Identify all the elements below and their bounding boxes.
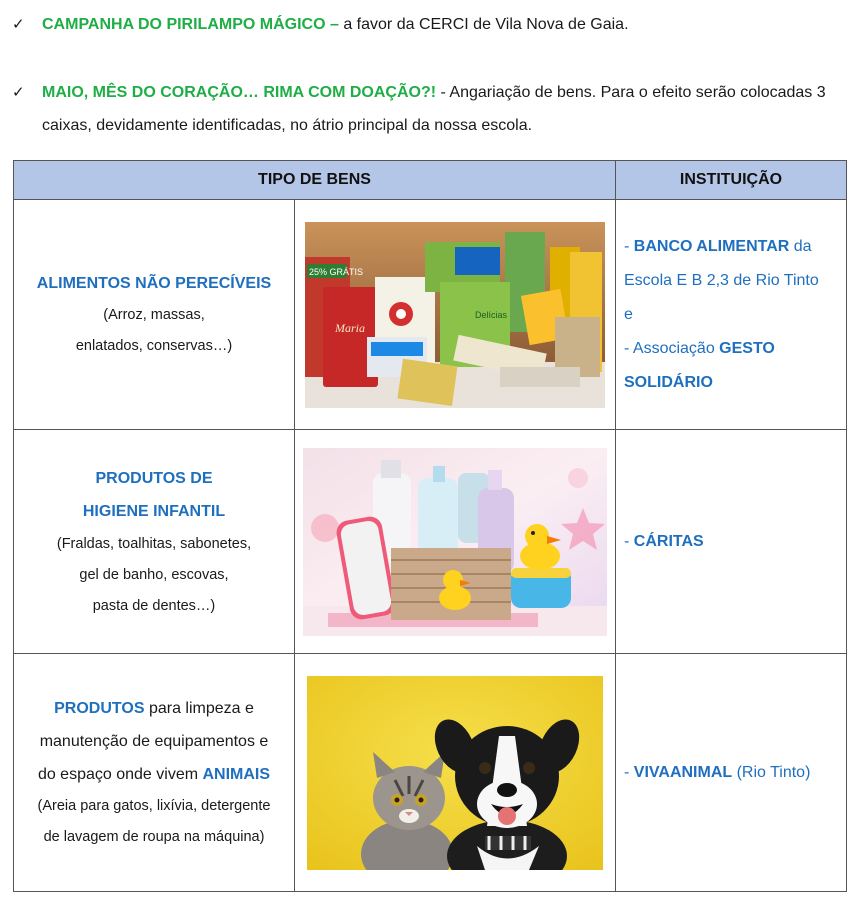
baby-hygiene-image (303, 448, 607, 636)
donation-table (13, 160, 847, 892)
bullet-text (42, 8, 832, 41)
inst-prefix: - Associação (624, 339, 720, 357)
header-type: TIPO DE BENS (14, 161, 616, 200)
image-cell (295, 430, 616, 654)
row-desc: pasta de dentes…) (92, 597, 216, 614)
row-desc: (Arroz, massas, (103, 306, 205, 323)
type-cell (14, 430, 295, 654)
inst-rest: da Escola E B 2,3 de Rio Tinto (624, 237, 819, 289)
image-label: 25% GRÁTIS (309, 266, 364, 277)
row-title: PRODUTOS DE (95, 469, 213, 487)
row-desc: (Fraldas, toalhitas, sabonetes, (56, 535, 252, 552)
institution-text (624, 332, 838, 400)
institution-text (624, 230, 838, 298)
inst-and: e (624, 305, 633, 323)
bullet-maio (12, 76, 832, 142)
type-cell (14, 654, 295, 892)
bullet-pirilampo (12, 8, 832, 41)
row-bold: ANIMAIS (202, 766, 271, 783)
image-cell (295, 200, 616, 430)
row-text: manutenção de equipamentos e (39, 733, 269, 750)
row-desc: gel de banho, escovas, (79, 566, 229, 583)
image-label: Delícias (475, 309, 508, 320)
type-cell (14, 200, 295, 430)
institution-cell (616, 430, 847, 654)
row-title: HIGIENE INFANTIL (82, 502, 226, 520)
inst-prefix: - (624, 532, 634, 550)
table-header-row (14, 161, 847, 200)
institution-cell (616, 654, 847, 892)
row-plain: para limpeza e (144, 700, 254, 717)
inst-name: VIVAANIMAL (633, 763, 733, 781)
bullet-highlight: MAIO, MÊS DO CORAÇÃO… RIMA COM DOAÇÃO?! (42, 84, 437, 101)
inst-prefix: - (624, 763, 634, 781)
checkmark-icon: ✓ (12, 83, 25, 101)
institution-text (624, 525, 838, 559)
inst-rest: (Rio Tinto) (732, 763, 811, 781)
bullet-text (42, 76, 832, 142)
table-row (14, 430, 847, 654)
table-row (14, 654, 847, 892)
inst-name: BANCO ALIMENTAR (633, 237, 790, 255)
inst-name: CÁRITAS (633, 532, 704, 550)
image-cell (295, 654, 616, 892)
bullet-highlight: CAMPANHA DO PIRILAMPO MÁGICO – (42, 16, 339, 33)
inst-prefix: - (624, 237, 634, 255)
row-title: ALIMENTOS NÃO PERECÍVEIS (36, 274, 272, 292)
row-desc: enlatados, conservas…) (75, 337, 233, 354)
image-label: Maria (335, 320, 365, 335)
row-bold: PRODUTOS (54, 700, 145, 717)
bullet-body: a favor da CERCI de Vila Nova de Gaia. (338, 16, 629, 33)
row-text (14, 692, 294, 725)
inst-name: GESTO SOLIDÁRIO (624, 339, 775, 391)
header-institution: INSTITUIÇÃO (616, 161, 847, 200)
bullet-body: - Angariação de bens. Para o efeito serão colocadas 3 caixas, devidamente identificadas, no átrio principal da nossa escola. (42, 84, 826, 134)
checkmark-icon: ✓ (12, 15, 25, 33)
row-desc: de lavagem de roupa na máquina) (43, 829, 265, 845)
groceries-image (305, 222, 605, 408)
row-plain: do espaço onde vivem (37, 766, 203, 783)
pets-image (307, 676, 603, 870)
table-row (14, 200, 847, 430)
institution-text (624, 756, 838, 790)
row-text (14, 758, 294, 791)
institution-cell (616, 200, 847, 430)
row-desc: (Areia para gatos, lixívia, detergente (37, 798, 271, 814)
